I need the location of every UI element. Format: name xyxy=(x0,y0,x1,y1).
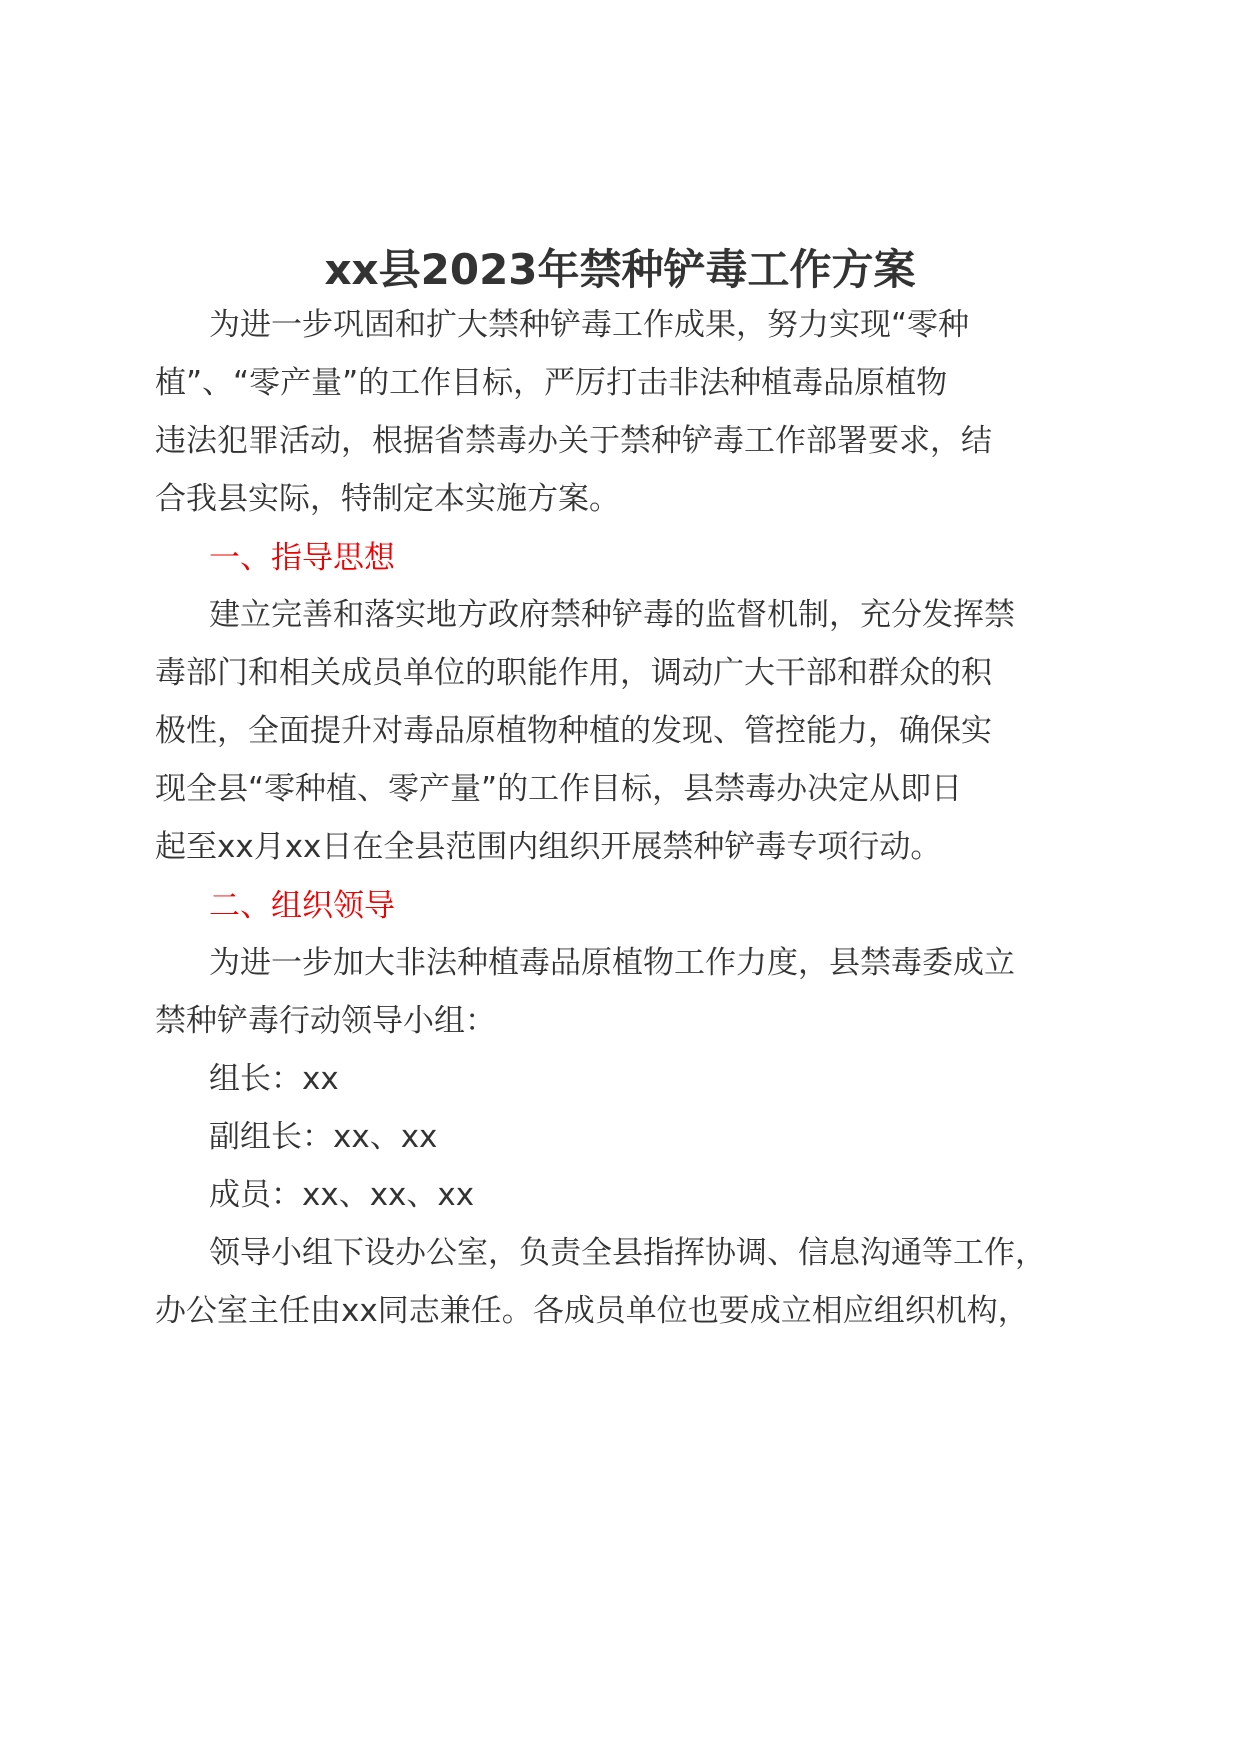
intro-line: 为进一步巩固和扩大禁种铲毒工作成果，努力实现“零种 xyxy=(209,307,970,343)
section1-line: 极性，全面提升对毒品原植物种植的发现、管控能力，确保实 xyxy=(155,713,992,749)
section1-line: 毒部门和相关成员单位的职能作用，调动广大干部和群众的积 xyxy=(155,655,992,691)
section-heading-guiding-ideology: 一、指导思想 xyxy=(209,540,395,576)
section2-line: 为进一步加大非法种植毒品原植物工作力度，县禁毒委成立 xyxy=(209,945,1015,981)
document-title: xx县2023年禁种铲毒工作方案 xyxy=(324,245,916,294)
section1-line: 现全县“零种植、零产量”的工作目标，县禁毒办决定从即日 xyxy=(155,771,963,807)
section1-line: 建立完善和落实地方政府禁种铲毒的监督机制，充分发挥禁 xyxy=(209,597,1015,633)
deputy-leader: 副组长：xx、xx xyxy=(209,1119,438,1155)
intro-line: 违法犯罪活动，根据省禁毒办关于禁种铲毒工作部署要求，结 xyxy=(155,423,992,459)
group-leader: 组长：xx xyxy=(209,1061,339,1097)
intro-line: 植”、“零产量”的工作目标，严厉打击非法种植毒品原植物 xyxy=(155,365,948,401)
office-line: 领导小组下设办公室，负责全县指挥协调、信息沟通等工作， xyxy=(209,1235,1046,1271)
section-heading-organization-leadership: 二、组织领导 xyxy=(209,888,395,924)
intro-line: 合我县实际，特制定本实施方案。 xyxy=(155,481,620,517)
group-members: 成员：xx、xx、xx xyxy=(209,1177,475,1213)
office-line: 办公室主任由xx同志兼任。各成员单位也要成立相应组织机构， xyxy=(155,1293,1029,1329)
section2-line: 禁种铲毒行动领导小组： xyxy=(155,1003,496,1039)
section1-line: 起至xx月xx日在全县范围内组织开展禁种铲毒专项行动。 xyxy=(155,829,942,865)
